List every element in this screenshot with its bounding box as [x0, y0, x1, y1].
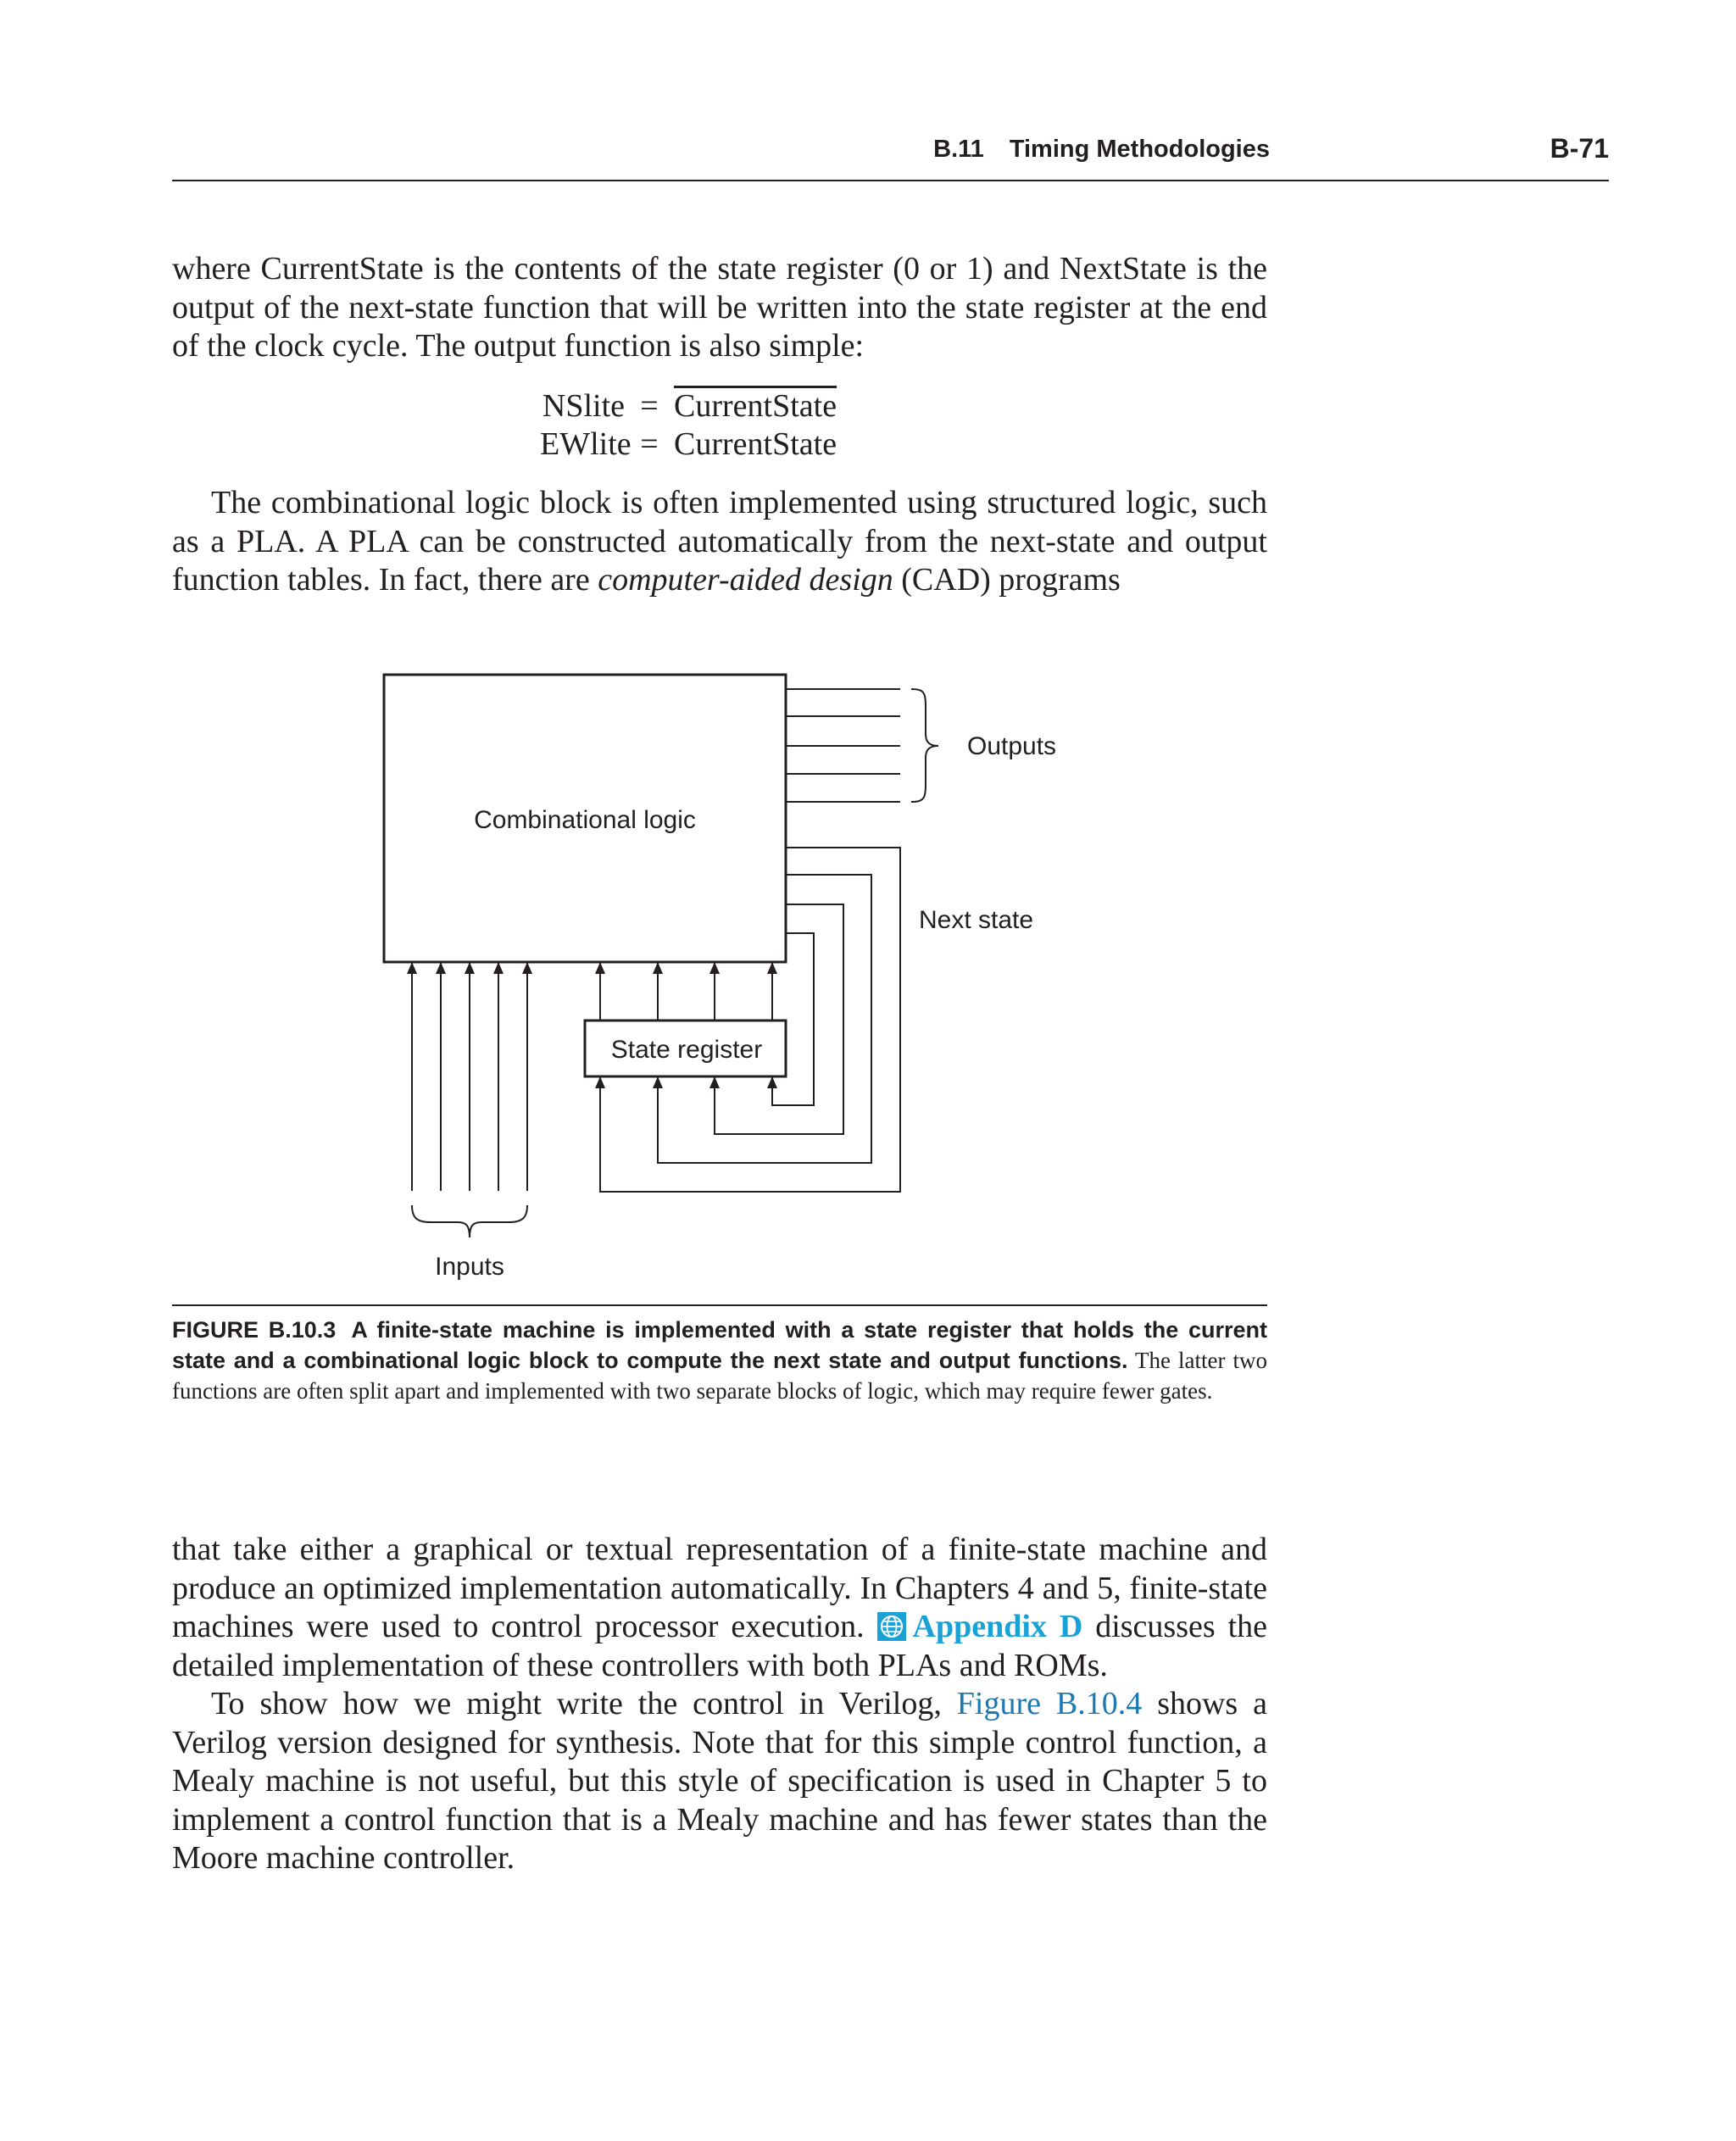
paragraph-3: [172, 1531, 1267, 1685]
paragraph-1: where CurrentState is the contents of the state register (0 or 1) and NextState is the output of the next-state function that will be written into the state register at the end of the clock cycle. The output function is also simple:: [172, 251, 1267, 364]
caption-rule: [172, 1304, 1267, 1306]
output-lines: [786, 689, 900, 802]
equation-rhs: CurrentState: [674, 426, 837, 462]
combinational-logic-label: Combinational logic: [474, 806, 696, 834]
outputs-label: Outputs: [967, 732, 1057, 760]
caption-plain-text: The latter two functions are often split apart and implemented with two separate blocks of logic, which may require fewer gates.: [172, 1348, 1267, 1404]
inputs-brace: [412, 1205, 527, 1237]
feedback-arrowheads: [600, 1077, 772, 1102]
figure-label: FIGURE B.10.3: [172, 1317, 337, 1343]
equation-equals: =: [640, 388, 659, 424]
section-number: B.11: [933, 136, 984, 163]
equation-rhs-negated: CurrentState: [674, 388, 837, 424]
inputs-label: Inputs: [435, 1253, 504, 1281]
equation-lhs: NSlite: [542, 388, 625, 424]
section-title: Timing Methodologies: [1009, 136, 1270, 163]
next-state-label: Next state: [919, 906, 1034, 934]
state-register-label: State register: [610, 1036, 763, 1064]
paragraph-2-italic-term: computer-aided design: [598, 562, 893, 598]
paragraph-2-text-end: (CAD) programs: [893, 562, 1121, 598]
paragraph-2-text: The combinational logic block is often implemented using structured logic, such as a PLA. A PLA can be constructed automatically from the next-state and output function tables. In fact, there are: [172, 485, 1267, 598]
equation-equals: =: [640, 426, 659, 462]
figure-b-10-4-link[interactable]: Figure B.10.4: [956, 1686, 1143, 1721]
page-number: B-71: [1550, 133, 1609, 164]
state-register-outputs: [600, 963, 772, 1020]
appendix-d-link[interactable]: Appendix D: [912, 1609, 1083, 1644]
input-lines: [412, 963, 527, 1191]
caption-bold-text: A finite-state machine is implemented with a state register that holds the current state and a combinational logic block to compute the next state and output functions.: [172, 1317, 1268, 1373]
figure-caption: [172, 1315, 1267, 1406]
paragraph-3-text: that take either a graphical or textual representation of a finite-state machine and produce an optimized implementation automatically. In Chapters 4 and 5, finite-state machines were used to control processor execution.: [172, 1532, 1267, 1644]
outputs-brace: [911, 689, 938, 802]
paragraph-3-text-end: discusses the detailed implementation of these controllers with both PLAs and ROMs.: [172, 1609, 1268, 1683]
globe-icon: [877, 1612, 906, 1641]
equation-lhs: EWlite: [540, 426, 632, 462]
paragraph-4-text: To show how we might write the control in Verilog,: [211, 1686, 957, 1721]
paragraph-4-text-end: shows a Verilog version designed for synthesis. Note that for this simple control function, a Mealy machine is not useful, but this style of specification is used in Chapter 5 to implement a control function that is a Mealy machine and has fewer states than the Moore machine controller.: [172, 1686, 1268, 1876]
paragraph-4: [172, 1685, 1267, 1878]
